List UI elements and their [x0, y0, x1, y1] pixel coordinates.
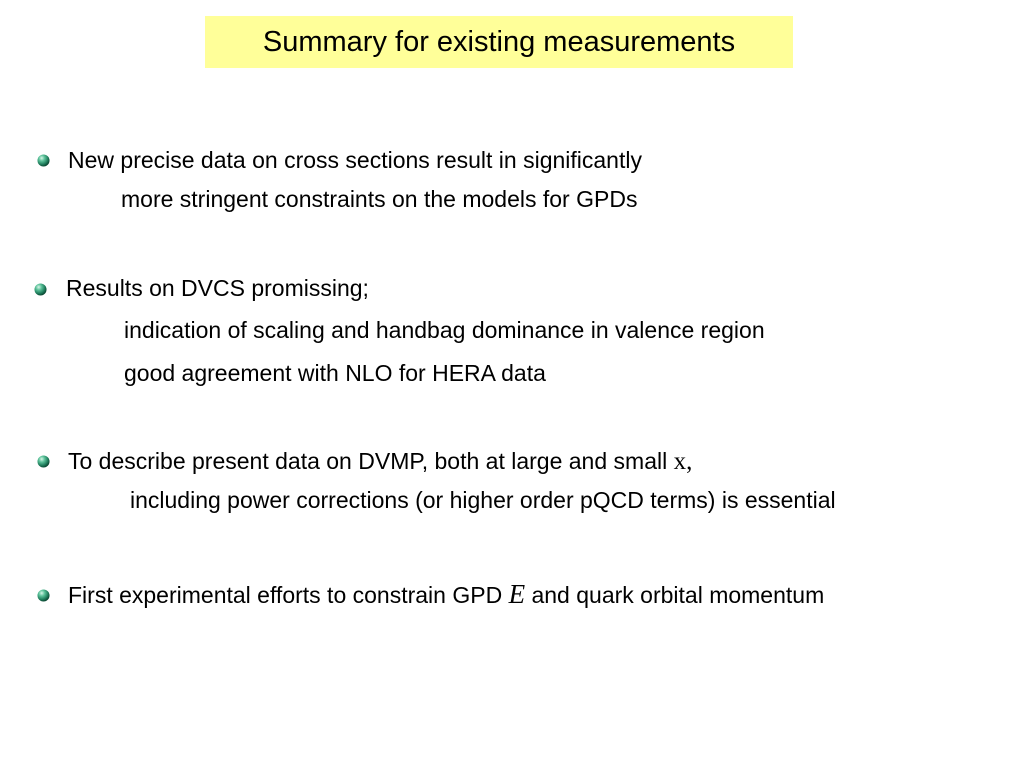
bullet-3-text-prefix: To describe present data on DVMP, both at large and small [68, 448, 674, 474]
bullet-3-subline: including power corrections (or higher order pQCD terms) is essential [130, 487, 836, 513]
bullet-4-text [68, 580, 824, 609]
slide-title: Summary for existing measurements [262, 25, 736, 58]
sphere-bullet-icon [34, 283, 47, 296]
variable-x: x [673, 448, 687, 475]
variable-E: E [508, 579, 526, 609]
bullet-1-subline: more stringent constraints on the models for GPDs [121, 186, 638, 212]
slide-title-box [205, 16, 793, 68]
bullet-4-text-suffix: and quark orbital momentum [525, 582, 825, 608]
bullet-3-text-suffix: , [686, 448, 693, 475]
bullet-3-text [68, 447, 692, 476]
sphere-bullet-icon [37, 154, 50, 167]
bullet-1-text: New precise data on cross sections result in significantly [68, 147, 642, 173]
bullet-2-text: Results on DVCS promissing; [66, 275, 369, 301]
sphere-bullet-icon [37, 589, 50, 602]
sphere-bullet-icon [37, 455, 50, 468]
bullet-2-subline-2: good agreement with NLO for HERA data [124, 360, 546, 386]
bullet-2-subline-1: indication of scaling and handbag dominance in valence region [124, 317, 765, 343]
bullet-4-text-prefix: First experimental efforts to constrain GPD [68, 582, 509, 608]
